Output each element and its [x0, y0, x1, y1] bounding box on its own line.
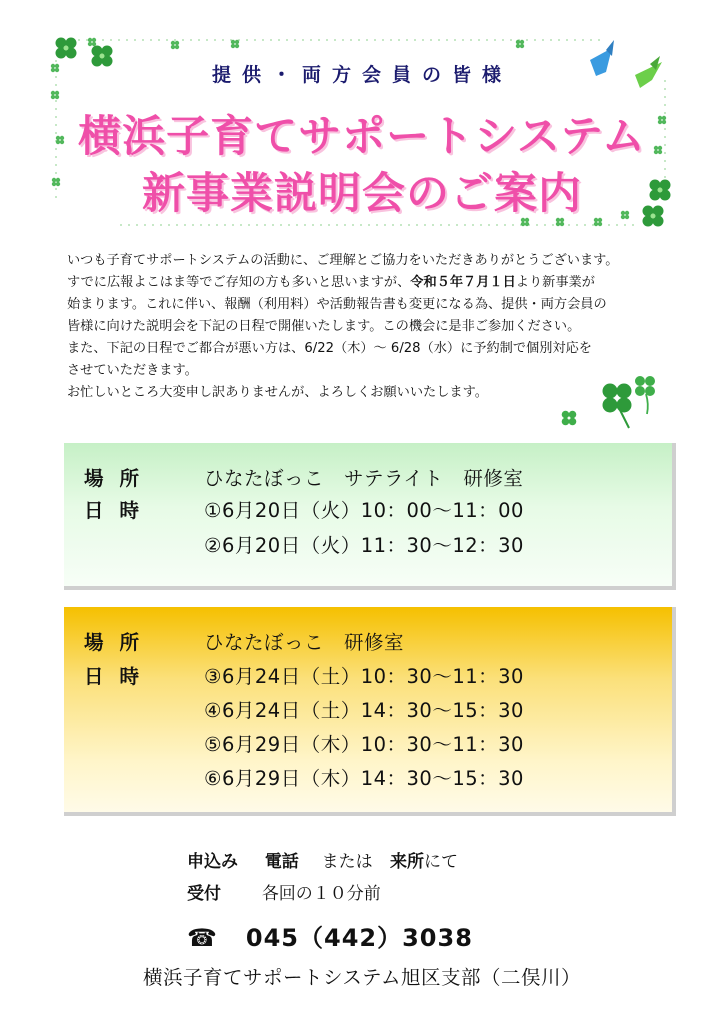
session-date: ⑥6月29日（木）14：30～15：30 — [204, 767, 524, 790]
session-date: ①6月20日（火）10：00～11：00 — [204, 499, 524, 522]
application-method — [187, 847, 458, 872]
intro-line: また、下記の日程でご都合が悪い方は、6/22（木）～ 6/28（水）に予約制で個別対応を — [67, 341, 592, 356]
intro-line: いつも子育てサポートシステムの活動に、ご理解とご協力をいただきありがとうございます。 — [67, 253, 619, 268]
intro-line: 皆様に向けた説明会を下記の日程で開催いたします。この機会に是非ご参加ください。 — [67, 319, 581, 334]
intro-line: させていただきます。 — [67, 363, 198, 378]
clover-icon — [555, 370, 665, 435]
page-title-line2: 新事業説明会のご案内 — [142, 169, 582, 219]
apply-suffix: にて — [424, 852, 459, 872]
start-date-emphasis: 令和５年７月１日 — [410, 275, 516, 290]
office-name: 横浜子育てサポートシステム旭区支部（二俣川） — [142, 966, 582, 989]
session-box-main — [64, 607, 676, 816]
session-date: ⑤6月29日（木）10：30～11：30 — [204, 733, 524, 756]
place-label: 場所 — [84, 467, 156, 490]
apply-label: 申込み — [187, 852, 238, 872]
reception-info — [187, 879, 381, 904]
subtitle: 提供・両方会員の皆様 — [211, 64, 512, 86]
place-value: ひなたぼっこ 研修室 — [204, 631, 405, 654]
apply-method-visit: 来所 — [390, 852, 425, 872]
session-date: ②6月20日（火）11：30～12：30 — [204, 534, 524, 557]
place-label: 場所 — [84, 631, 156, 654]
intro-line — [67, 272, 677, 294]
date-label: 日時 — [84, 499, 156, 522]
phone-number: 045（442）3038 — [245, 924, 473, 952]
apply-or: または — [321, 852, 373, 872]
reception-label: 受付 — [187, 884, 221, 904]
session-box-satellite — [64, 443, 676, 590]
place-value: ひなたぼっこ サテライト 研修室 — [204, 467, 524, 490]
phone-contact — [187, 918, 473, 953]
intro-line: 始まります。これに伴い、報酬（利用料）や活動報告書も変更になる為、提供・両方会員の — [67, 297, 607, 312]
page-title-line1: 横浜子育てサポートシステム — [78, 112, 646, 162]
intro-line-part: すでに広報よこはま等でご存知の方も多いと思いますが、 — [67, 275, 411, 290]
intro-line-part: より新事業が — [515, 275, 595, 290]
apply-method-phone: 電話 — [264, 852, 299, 872]
telephone-icon: ☎ — [187, 924, 218, 952]
date-label: 日時 — [84, 665, 156, 688]
intro-line: お忙しいところ大変申し訳ありませんが、よろしくお願いいたします。 — [67, 385, 488, 400]
session-date: ③6月24日（土）10：30～11：30 — [204, 665, 524, 688]
reception-value: 各回の１０分前 — [261, 884, 381, 904]
session-date: ④6月24日（土）14：30～15：30 — [204, 699, 524, 722]
